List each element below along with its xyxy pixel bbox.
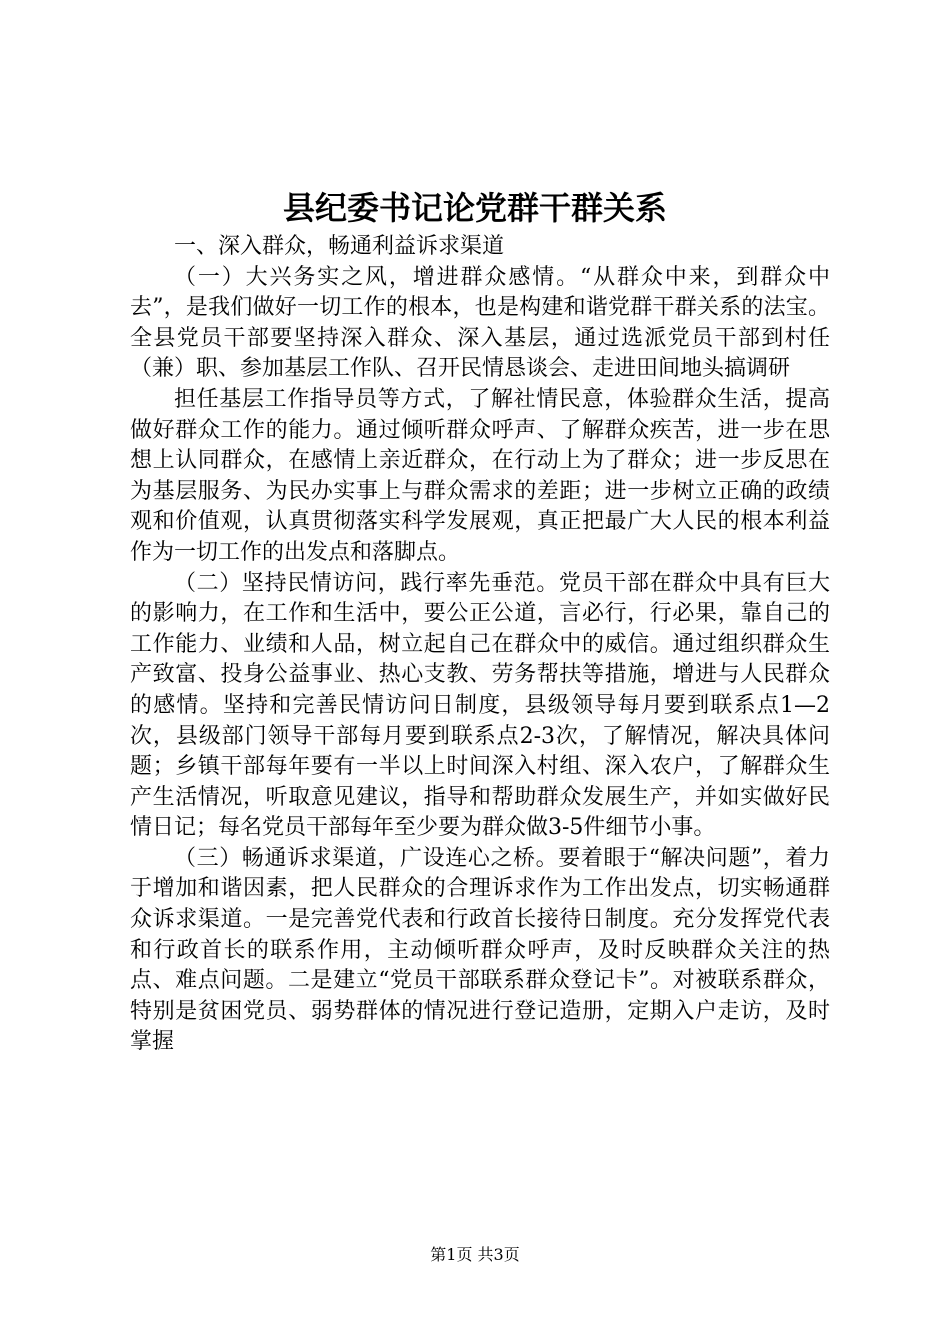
- page-footer: 第1页 共3页: [430, 1245, 520, 1264]
- paragraph: （一）大兴务实之风，增进群众感情。“从群众中来，到群众中去”，是我们做好一切工作的根本，也是构建和谐党群干群关系的法宝。全县党员干部要坚持深入群众、深入基层，通过选派党员干部到村任（兼）职、参加基层工作队、召开民情恳谈会、走进田间地头搞调研: [130, 264, 830, 382]
- paragraph: （三）畅通诉求渠道，广设连心之桥。要着眼于“解决问题”，着力于增加和谐因素，把人民群众的合理诉求作为工作出发点，切实畅通群众诉求渠道。一是完善党代表和行政首长接待日制度。充分发挥党代表和行政首长的联系作用，主动倾听群众呼声，及时反映群众关注的热点、难点问题。二是建立“党员干部联系群众登记卡”。对被联系群众，特别是贫困党员、弱势群体的情况进行登记造册，定期入户走访，及时掌握: [130, 845, 830, 1055]
- paragraph: （二）坚持民情访问，践行率先垂范。党员干部在群众中具有巨大的影响力，在工作和生活中，要公正公道，言必行，行必果，靠自己的工作能力、业绩和人品，树立起自己在群众中的威信。通过组织群众生产致富、投身公益事业、热心支教、劳务帮扶等措施，增进与人民群众的感情。坚持和完善民情访问日制度，县级领导每月要到联系点1—2次，县级部门领导干部每月要到联系点2-3次，了解情况，解决具体问题；乡镇干部每年要有一半以上时间深入村组、深入农户，了解群众生产生活情况，听取意见建议，指导和帮助群众发展生产，并如实做好民情日记；每名党员干部每年至少要为群众做3-5件细节小事。: [130, 570, 830, 841]
- paragraph: 担任基层工作指导员等方式，了解社情民意，体验群众生活，提高做好群众工作的能力。通过倾听群众呼声、了解群众疾苦，进一步在思想上认同群众，在感情上亲近群众，在行动上为了群众；进一步反思在为基层服务、为民办实事上与群众需求的差距；进一步树立正确的政绩观和价值观，认真贯彻落实科学发展观，真正把最广大人民的根本利益作为一切工作的出发点和落脚点。: [130, 386, 830, 565]
- section-heading: 一、深入群众，畅通利益诉求渠道: [174, 234, 505, 259]
- document-title: 县纪委书记论党群干群关系: [282, 189, 667, 227]
- document-body: [130, 232, 830, 1058]
